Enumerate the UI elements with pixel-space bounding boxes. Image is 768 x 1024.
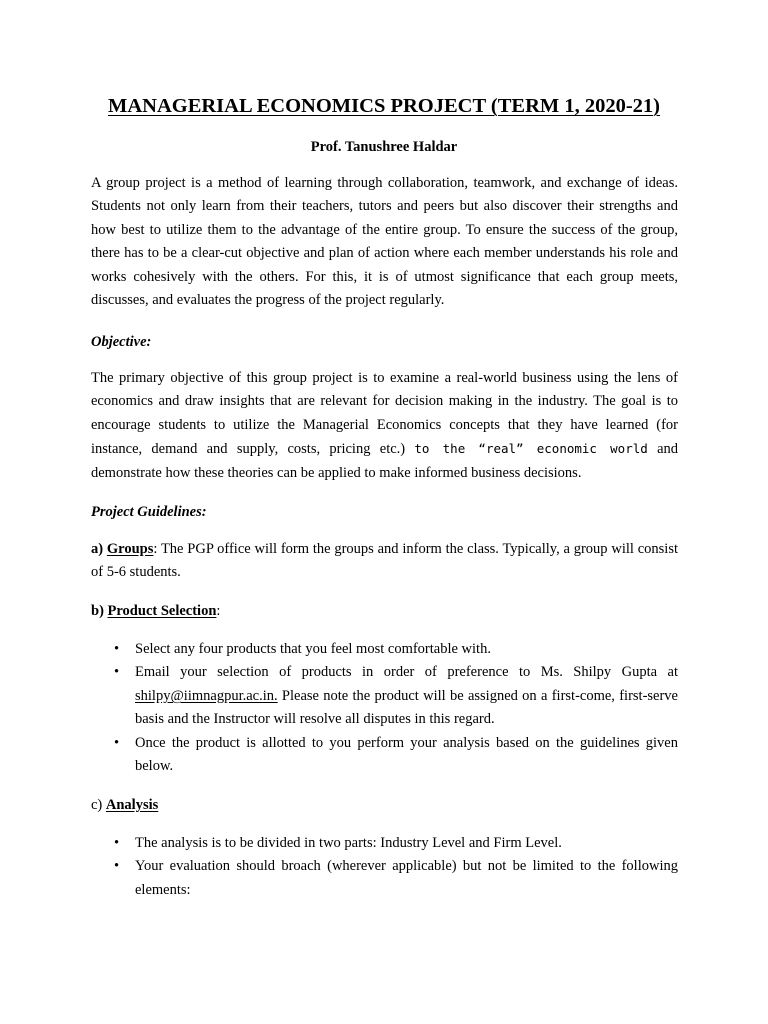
bullet-icon: • <box>114 664 120 681</box>
bullet-icon: • <box>114 858 120 875</box>
groups-label: Groups <box>106 541 154 557</box>
product-selection-prefix: b) <box>91 603 108 619</box>
objective-heading: Objective: <box>91 334 152 350</box>
objective-text-1: The primary objective of this group project is to examine a real-world business using the lens of economics and draw insights that are relevant for decision making in the industry. The goal is to encourage students to utilize the Managerial Economics concepts that they have learned (for instance, demand and supply, costs, pricing etc.) <box>91 370 678 458</box>
bullet-icon: • <box>114 734 120 751</box>
product-selection-list <box>91 638 678 778</box>
analysis-prefix: c) <box>91 797 106 813</box>
analysis-list <box>91 832 678 902</box>
product-selection-label: Product Selection <box>107 603 217 619</box>
product-selection-suffix: : <box>216 603 221 619</box>
groups-text: : The PGP office will form the groups and inform the class. Typically, a group will consist of 5-6 students. <box>91 541 678 581</box>
bullet-icon: • <box>114 641 120 657</box>
list-item: • Once the product is allotted to you perform your analysis based on the guidelines given below. <box>91 732 678 779</box>
objective-paragraph <box>91 367 678 485</box>
intro-paragraph: A group project is a method of learning through collaboration, teamwork, and exchange of ideas. Students not only learn from their teachers, tutors and peers but also discover their strengths and how best to utilize them to the advantage of the entire group. To ensure the success of the group, there has to be a clear-cut objective and plan of action where each member understands his role and works cohesively with the others. For this, it is of utmost significance that each group meets, discusses, and evaluates the progress of the project regularly. <box>91 175 678 309</box>
groups-section <box>91 538 678 585</box>
analysis-label: Analysis <box>105 797 159 813</box>
bullet-icon: • <box>114 835 120 851</box>
list-item: • Select any four products that you feel most comfortable with. <box>91 638 678 661</box>
groups-prefix: a) <box>91 541 107 557</box>
document-title: MANAGERIAL ECONOMICS PROJECT (TERM 1, 2020-21) <box>108 95 660 117</box>
list-item: • Your evaluation should broach (wherever applicable) but not be limited to the following elements: <box>91 855 678 902</box>
analysis-heading <box>91 794 678 817</box>
list-item: • Email your selection of products in order of preference to Ms. Shilpy Gupta at shilpy@iimnagpur.ac.in. Please note the product will be assigned on a first-come, first-serve basis and the Instructor will resolve all disputes in this regard. <box>91 661 678 731</box>
objective-text-mono: to the “real” economic world <box>414 441 648 457</box>
objective-text-2: and demonstrate how these theories can be applied to make informed business decisions. <box>91 441 679 481</box>
author-name: Prof. Tanushree Haldar <box>310 139 458 155</box>
email-link[interactable]: shilpy@iimnagpur.ac.in. <box>135 687 278 704</box>
guidelines-heading: Project Guidelines: <box>91 504 207 520</box>
product-selection-heading <box>91 600 678 623</box>
list-item: • The analysis is to be divided in two parts: Industry Level and Firm Level. <box>91 832 678 855</box>
